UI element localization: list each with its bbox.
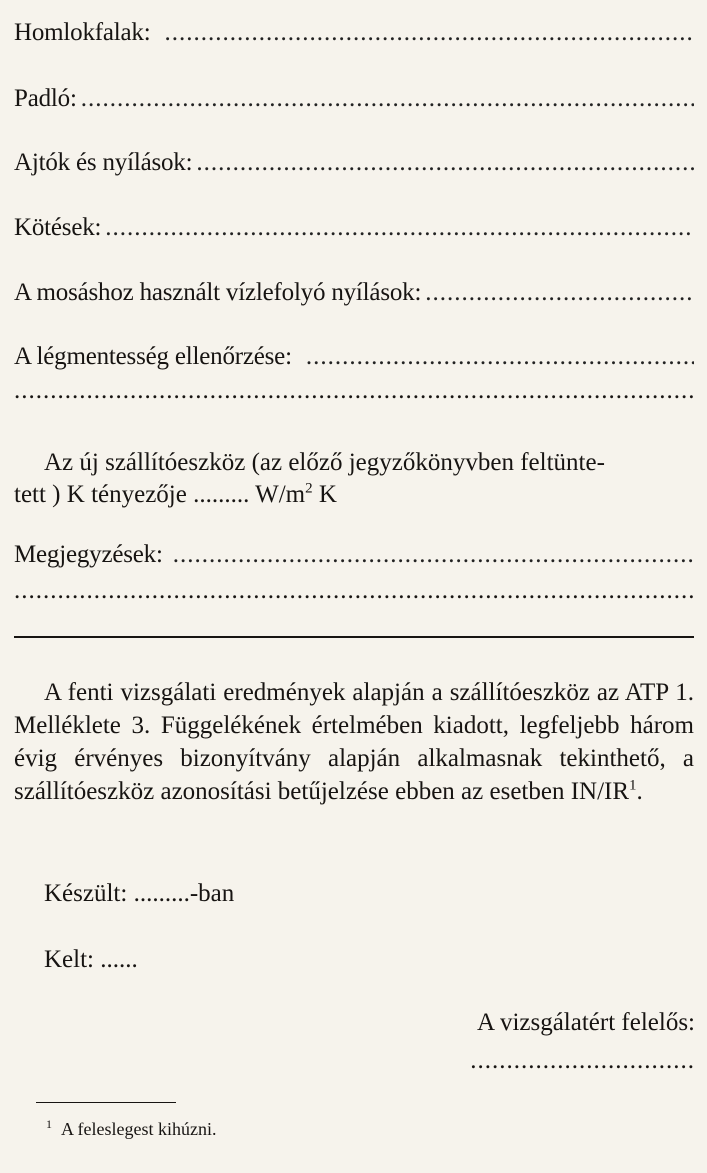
fill-in-dots[interactable] xyxy=(81,84,694,114)
fill-in-dots[interactable] xyxy=(306,342,694,372)
field-label: Padló: xyxy=(14,85,77,112)
field-remarks[interactable] xyxy=(14,540,694,570)
fill-in-dots-continuation[interactable] xyxy=(14,376,694,406)
section-divider xyxy=(14,636,694,638)
made-at-text: Készült: .........-ban xyxy=(44,880,235,907)
field-airtightness[interactable] xyxy=(14,342,694,372)
footnote-number: 1 xyxy=(46,1117,52,1131)
field-label: Kötések: xyxy=(14,214,102,241)
k-factor-text-1: Az új szállítóeszköz (az előző jegyzőkönyvben feltünte- xyxy=(44,449,605,476)
footnote-text: A feleslegest kihúzni. xyxy=(61,1119,217,1139)
conclusion-paragraph xyxy=(14,676,694,808)
signature-line[interactable]: ............................... xyxy=(470,1047,695,1074)
field-label: A légmentesség ellenőrzése: xyxy=(14,343,292,370)
dated-line[interactable] xyxy=(44,943,707,976)
fill-in-dots[interactable] xyxy=(196,148,694,178)
k-factor-line-1 xyxy=(44,446,694,479)
footnote xyxy=(46,1117,216,1141)
k-factor-text-2: tett ) K tényezője ......... W/m xyxy=(14,481,306,508)
field-label: A mosáshoz használt vízlefolyó nyílások: xyxy=(14,279,422,306)
field-label: Ajtók és nyílások: xyxy=(14,149,193,176)
k-factor-line-2 xyxy=(14,478,694,511)
conclusion-end: . xyxy=(636,778,643,805)
responsible-label: A vizsgálatért felelős: xyxy=(477,1009,695,1036)
fill-in-dots[interactable] xyxy=(164,18,694,48)
field-drain-openings[interactable] xyxy=(14,278,694,308)
field-floor[interactable] xyxy=(14,84,694,114)
footnote-divider xyxy=(36,1102,176,1103)
field-joints[interactable] xyxy=(14,213,694,243)
unit-suffix: K xyxy=(312,481,337,508)
conclusion-text: A fenti vizsgálati eredmények alapján a szállítóeszköz az ATP 1. Melléklete 3. Függelékének értelmében kiadott, legfeljebb három évig érvényes bizonyítvány alapján alkalmasnak tekinthető, a szállítóeszköz azonosítási betűjelzése ebben az esetben IN/IR xyxy=(14,679,694,805)
fill-in-dots[interactable] xyxy=(105,213,694,243)
field-label: Megjegyzések: xyxy=(14,541,163,568)
fill-in-dots[interactable] xyxy=(425,278,694,308)
footnote-ref: 1 xyxy=(629,777,637,794)
fill-in-dots-continuation[interactable] xyxy=(14,576,694,606)
fill-in-dots[interactable] xyxy=(173,540,694,570)
field-label: Homlokfalak: xyxy=(14,19,151,46)
dated-text: Kelt: ...... xyxy=(44,946,138,973)
field-doors-openings[interactable] xyxy=(14,148,694,178)
unit-exponent: 2 xyxy=(305,480,313,497)
field-end-walls[interactable] xyxy=(14,18,694,48)
made-at-line[interactable] xyxy=(44,877,707,910)
